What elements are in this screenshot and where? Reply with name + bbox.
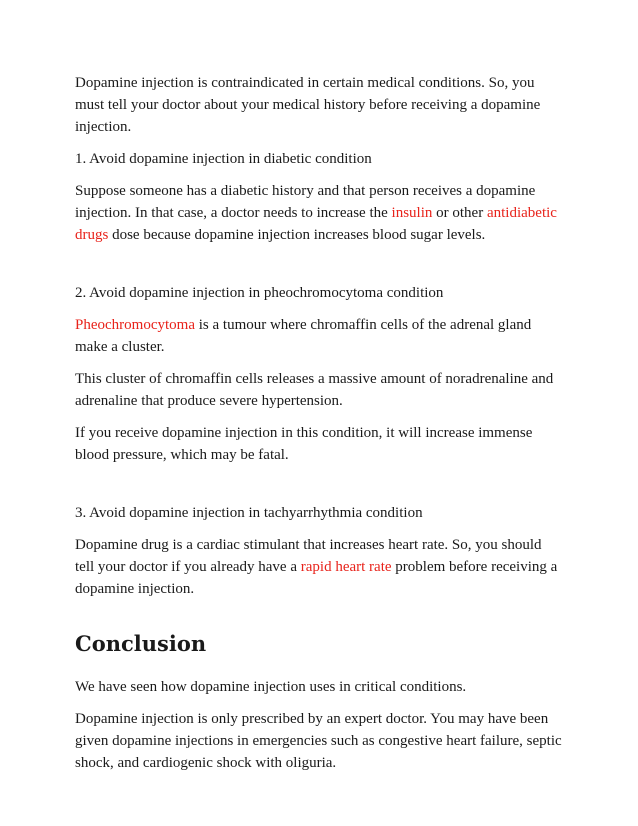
- section-spacer: [75, 256, 563, 282]
- section1-text-c: dose because dopamine injection increases blood sugar levels.: [108, 227, 486, 243]
- section3-text-b: problem before receiving a dopamine injection.: [75, 559, 558, 597]
- insulin-link[interactable]: insulin: [391, 205, 433, 221]
- section1-heading: 1. Avoid dopamine injection in diabetic condition: [75, 151, 372, 167]
- section2-text-rest: is a tumour where chromaffin cells of the adrenal gland make a cluster.: [75, 317, 532, 355]
- pheochromocytoma-link[interactable]: Pheochromocytoma: [75, 317, 195, 333]
- section2-heading: 2. Avoid dopamine injection in pheochromocytoma condition: [75, 285, 444, 301]
- conclusion-paragraph-1: We have seen how dopamine injection uses in critical conditions.: [75, 679, 467, 695]
- section3-text-a: Dopamine drug is a cardiac stimulant that increases heart rate. So, you should tell your doctor if you already have a: [75, 537, 542, 575]
- intro-paragraph: Dopamine injection is contraindicated in certain medical conditions. So, you must tell your doctor about your medical history before receiving a dopamine injection.: [75, 75, 541, 135]
- section3-paragraph: [75, 534, 563, 600]
- section2-paragraph-3: If you receive dopamine injection in this condition, it will increase immense blood pressure, which may be fatal.: [75, 425, 533, 463]
- antidiabetic-drugs-link[interactable]: antidiabetic drugs: [75, 205, 557, 243]
- section2-paragraph-2: This cluster of chromaffin cells releases a massive amount of noradrenaline and adrenaline that produce severe hypertension.: [75, 371, 554, 409]
- section1-text-b: or other: [432, 205, 487, 221]
- section-spacer: [75, 476, 563, 502]
- rapid-heart-rate-link[interactable]: rapid heart rate: [300, 559, 392, 575]
- conclusion-paragraph-2: Dopamine injection is only prescribed by an expert doctor. You may have been given dopamine injections in emergencies such as congestive heart failure, septic shock, and cardiogenic shock with oliguria.: [75, 711, 562, 771]
- section1-paragraph: [75, 180, 563, 246]
- section1-text-a: Suppose someone has a diabetic history and that person receives a dopamine injection. In that case, a doctor needs to increase the: [75, 183, 536, 221]
- section2-paragraph-1: [75, 314, 563, 358]
- section3-heading: 3. Avoid dopamine injection in tachyarrhythmia condition: [75, 505, 423, 521]
- conclusion-title: Conclusion: [75, 631, 207, 656]
